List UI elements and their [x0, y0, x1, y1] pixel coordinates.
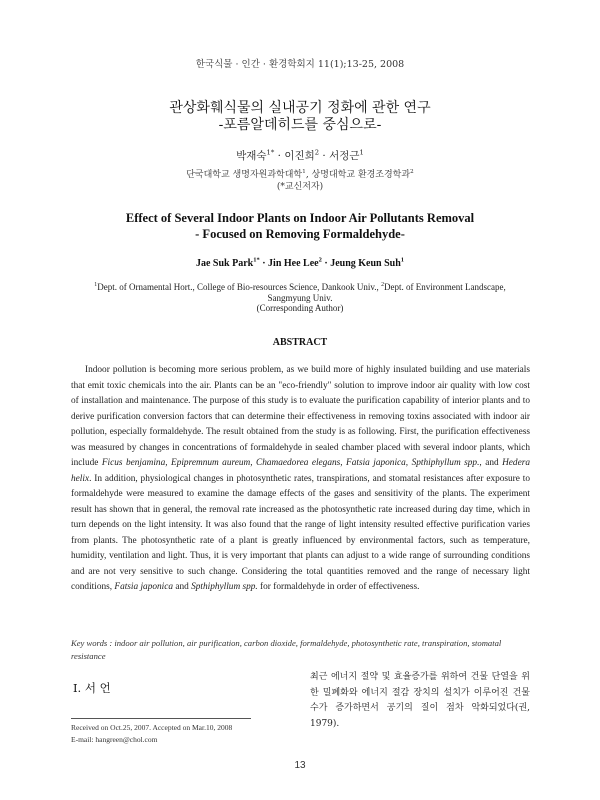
title-korean [0, 100, 600, 134]
footnote-received: Received on Oct.25, 2007. Accepted on Mar.10, 2008 [71, 723, 233, 732]
author-en-3: Jeung Keun Suh [330, 258, 401, 269]
affiliation-en-sup1: 1 [94, 282, 98, 288]
page-number: 13 [294, 760, 306, 771]
affiliation-ko-dankook: 단국대학교 생명자원과학대학 [186, 170, 303, 180]
title-korean-subtitle: -포름알데히드를 중심으로- [218, 117, 382, 133]
authors-english [0, 258, 600, 269]
title-korean-main: 관상화훼식물의 실내공기 정화에 관한 연구 [169, 100, 431, 116]
footnote-email: E-mail: hangreen@chol.com [71, 735, 158, 744]
introduction-text: 최근 에너지 절약 및 효율증가를 위하여 건물 단열을 위한 밀폐화와 에너지 절감 장치의 설치가 이루어진 건물 수가 증가하면서 공기의 질이 점차 악화되었다(권, 1979). [310, 672, 530, 729]
author-en-1: Jae Suk Park [195, 258, 254, 269]
author-en-2: Jin Hee Lee [268, 258, 319, 269]
author-ko-sep-2: · [319, 150, 330, 162]
abstract-text-1: Indoor pollution is becoming more serious problem, as we build more of highly insulated building and use materials that emit toxic chemicals into the air. Plants can be an "eco-friendly" solution to improve indoor air quality with low cost of installation and maintenance. The purpose of this study is to evaluate the purification capability of interior plants and to derive purification conversion factors that can determine their effectiveness in removing toxins associated with indoor air pollution, especially formaldehyde. The result obtained from the study is as following. First, the purification effectiveness was measured by changes in concentrations of formaldehyde in sealed chamber placed with several indoor plants, which include [71, 365, 530, 468]
affiliation-ko-line1 [0, 169, 600, 181]
affiliation-en-line1 [60, 282, 540, 293]
journal-header: 한국식물 · 인간 · 환경학회지 11(1);13-25, 2008 [195, 59, 405, 70]
title-english [0, 210, 600, 242]
keywords: Key words : indoor air pollution, air purification, carbon dioxide, formaldehyde, photosynthetic rate, transpiration, stomatal resistance [71, 638, 502, 661]
author-ko-2: 이진희 [284, 150, 315, 162]
affiliation-korean [0, 169, 600, 193]
affiliation-en-corresponding: (Corresponding Author) [256, 303, 344, 313]
affiliation-en-sangmyung: Dept. of Environment Landscape, [383, 282, 506, 292]
authors-korean [0, 148, 600, 163]
section-heading-introduction: Ⅰ. 서 언 [73, 681, 111, 695]
abstract-and-1: and [481, 458, 503, 468]
affiliation-en-dankook: Dept. of Ornamental Hort., College of Bio-resources Science, Dankook Univ., [97, 282, 382, 292]
affiliation-ko-sangmyung: , 상명대학교 환경조경학과 [305, 170, 411, 180]
author-en-sep-2: · [321, 258, 331, 269]
author-ko-3: 서정근 [329, 150, 360, 162]
abstract-heading: ABSTRACT [272, 337, 328, 348]
author-ko-1: 박재숙 [236, 150, 267, 162]
author-en-2-sup: 2 [318, 256, 322, 264]
author-ko-2-sup: 2 [314, 148, 320, 157]
abstract-species-3: Fatsia japonica [114, 582, 174, 592]
author-en-3-sup: 1 [400, 256, 405, 264]
abstract-body [71, 363, 530, 596]
title-english-main: Effect of Several Indoor Plants on Indoor Air Pollutants Removal [125, 211, 475, 225]
affiliation-ko-sup2: 2 [410, 169, 414, 175]
title-english-subtitle: - Focused on Removing Formaldehyde- [195, 227, 405, 241]
footnote [71, 722, 301, 746]
abstract-text-3: for formaldehyde in order of effectiveness. [257, 582, 420, 592]
abstract-species-4: Spthiphyllum spp. [191, 582, 258, 592]
author-ko-3-sup: 1 [359, 148, 364, 157]
abstract-species-1: Ficus benjamina, Epipremnum aureum, Chamaedorea elegans, Fatsia japonica, Spthiphyllum spp., [101, 458, 482, 468]
footnote-divider [71, 718, 251, 719]
affiliation-ko-sup1: 1 [302, 169, 306, 175]
affiliation-ko-corresponding: (*교신저자) [276, 182, 324, 192]
affiliation-english [60, 282, 540, 314]
author-en-sep-1: · [259, 258, 269, 269]
affiliation-en-sup2: 2 [381, 282, 384, 288]
abstract-species-2: Hedera helix [71, 458, 530, 484]
affiliation-en-line2: Sangmyung Univ. [267, 292, 333, 303]
author-ko-sep-1: · [274, 150, 285, 162]
author-ko-1-sup: 1* [266, 148, 275, 157]
abstract-text-2: . In addition, physiological changes in photosynthetic rates, transpirations, and stomatal resistances after exposure to formaldehyde were measured to examine the damage effects of the gases and sensitivity of the plants. The experiment result has shown that in general, the removal rate increased as the photosynthetic rate increased during day time, which in turn depends on the light intensity. It was also found that the range of light intensity resulted effective purification varies from plants. The photosynthetic rate of a plant is greatly influenced by environmental factors, such as temperature, humidity, ventilation and light. Thus, it is very important that plants can adjust to a wide range of surrounding conditions and are not very sensitive to such change. Considering the total quantities removed and the range of necessary light conditions, [71, 473, 530, 592]
author-en-1-sup: 1* [253, 256, 260, 264]
abstract-and-2: and [173, 582, 192, 592]
